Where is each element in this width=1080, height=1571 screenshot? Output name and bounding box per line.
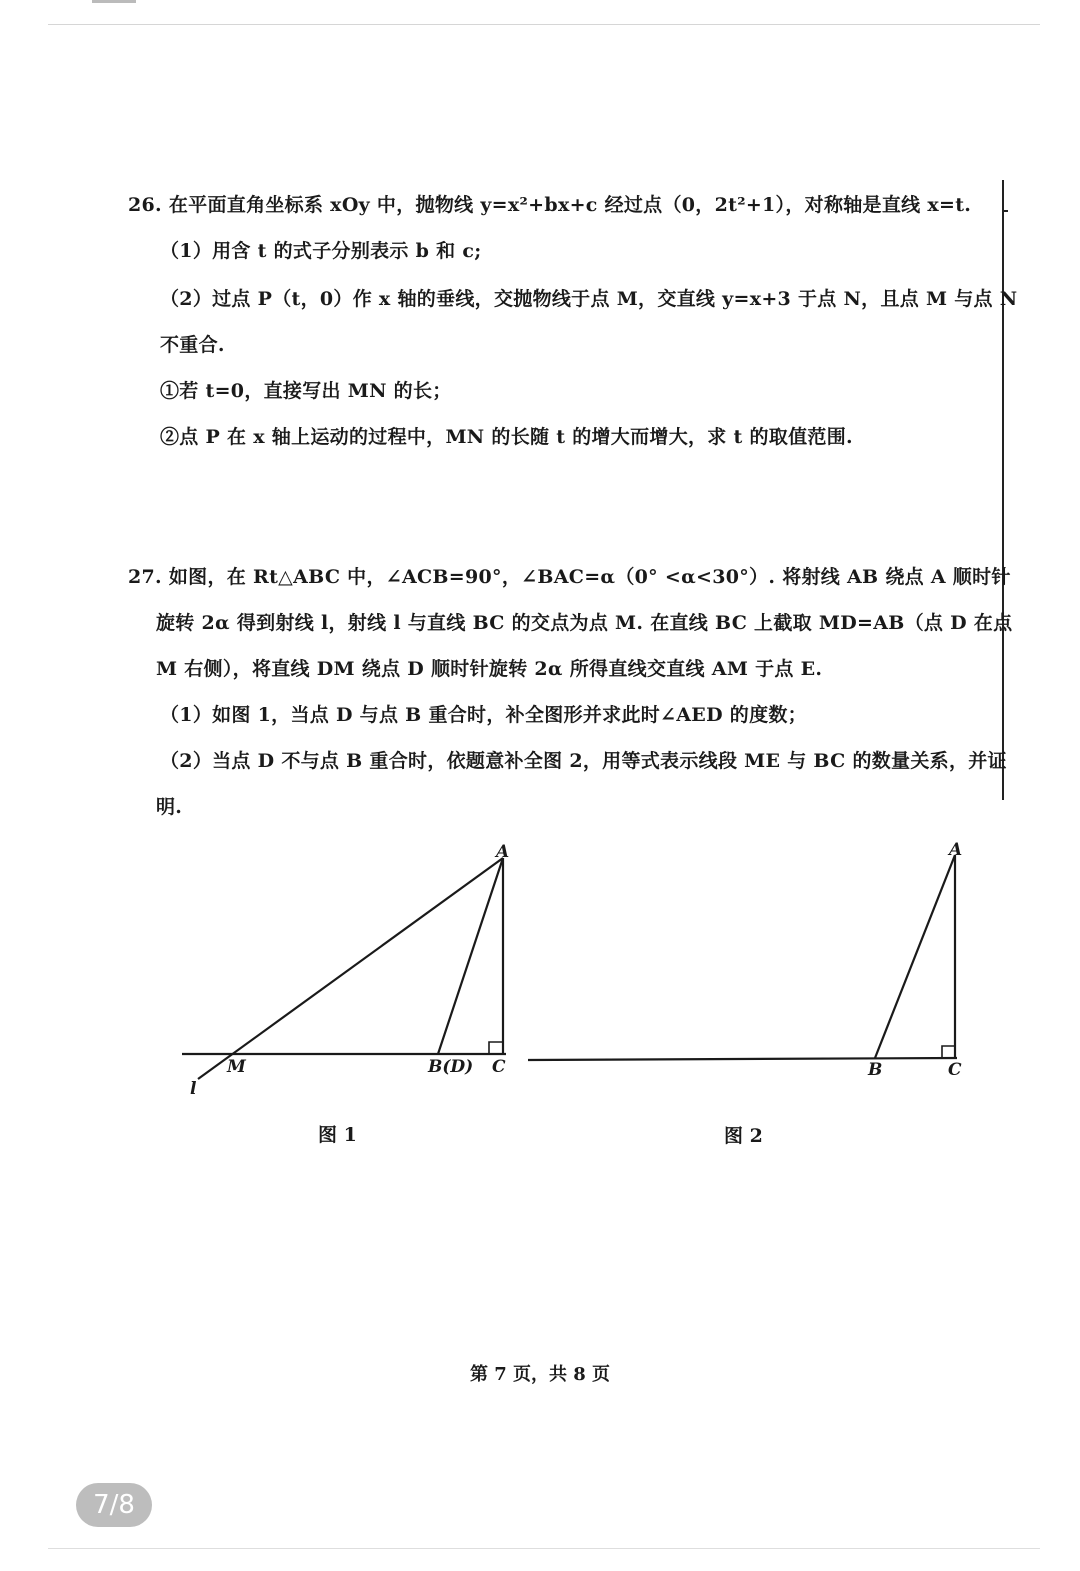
- q26-line-5: ①若 t=0，直接写出 MN 的长；: [160, 380, 452, 402]
- q26-line-4: 不重合.: [160, 334, 225, 356]
- q26-line-1: 26. 在平面直角坐标系 xOy 中，抛物线 y=x²+bx+c 经过点（0，2t²+1），对称轴是直线 x=t.: [128, 194, 972, 216]
- fig1-label-l: l: [190, 1079, 197, 1099]
- figure-2: [520, 835, 980, 1105]
- fig2-right-angle-mark: [942, 1046, 955, 1058]
- q26-line-2: （1）用含 t 的式子分别表示 b 和 c;: [160, 240, 482, 262]
- page-bottom-divider: [48, 1548, 1040, 1549]
- q27-line-5: （2）当点 D 不与点 B 重合时，依题意补全图 2，用等式表示线段 ME 与 BC 的数量关系，并证: [160, 750, 1007, 772]
- figure-1: [170, 835, 530, 1105]
- q26-line-3: （2）过点 P（t，0）作 x 轴的垂线，交抛物线于点 M，交直线 y=x+3 于点 N，且点 M 与点 N: [160, 288, 1018, 310]
- q27-line-1: 27. 如图，在 Rt△ABC 中，∠ACB=90°，∠BAC=α（0° <α<30°）. 将射线 AB 绕点 A 顺时针: [128, 566, 1011, 588]
- fig1-label-c: C: [492, 1057, 506, 1077]
- fig1-label-a: A: [496, 842, 510, 862]
- fig2-label-b: B: [868, 1060, 883, 1080]
- binding-tick: [1002, 210, 1008, 212]
- fig2-label-a: A: [949, 840, 963, 860]
- fig2-segment-ab: [875, 855, 955, 1058]
- q27-line-2: 旋转 2α 得到射线 l，射线 l 与直线 BC 的交点为点 M. 在直线 BC 上截取 MD=AB（点 D 在点: [156, 612, 1013, 634]
- figure-2-caption: 图 2: [724, 1125, 763, 1147]
- q26-line-6: ②点 P 在 x 轴上运动的过程中，MN 的长随 t 的增大而增大，求 t 的取值范围.: [160, 426, 853, 448]
- page-footer: 第 7 页，共 8 页: [469, 1364, 611, 1385]
- fig1-right-angle-mark: [489, 1042, 503, 1054]
- fig1-label-m: M: [227, 1057, 246, 1077]
- fig2-line-bc: [528, 1058, 957, 1060]
- fig1-segment-ab: [438, 858, 503, 1054]
- fig1-segment-am-ray-l: [198, 858, 503, 1079]
- figure-1-caption: 图 1: [318, 1124, 357, 1146]
- page-top-divider: [48, 24, 1040, 25]
- top-edge-mark: [92, 0, 136, 3]
- fig1-label-bd: B(D): [428, 1057, 474, 1077]
- page-indicator: 7/8: [76, 1483, 152, 1527]
- fig2-label-c: C: [948, 1060, 962, 1080]
- binding-line: [1002, 180, 1004, 800]
- q27-line-4: （1）如图 1，当点 D 与点 B 重合时，补全图形并求此时∠AED 的度数；: [160, 704, 807, 726]
- q27-line-3: M 右侧），将直线 DM 绕点 D 顺时针旋转 2α 所得直线交直线 AM 于点 E.: [156, 658, 823, 680]
- q27-line-6: 明.: [156, 796, 183, 818]
